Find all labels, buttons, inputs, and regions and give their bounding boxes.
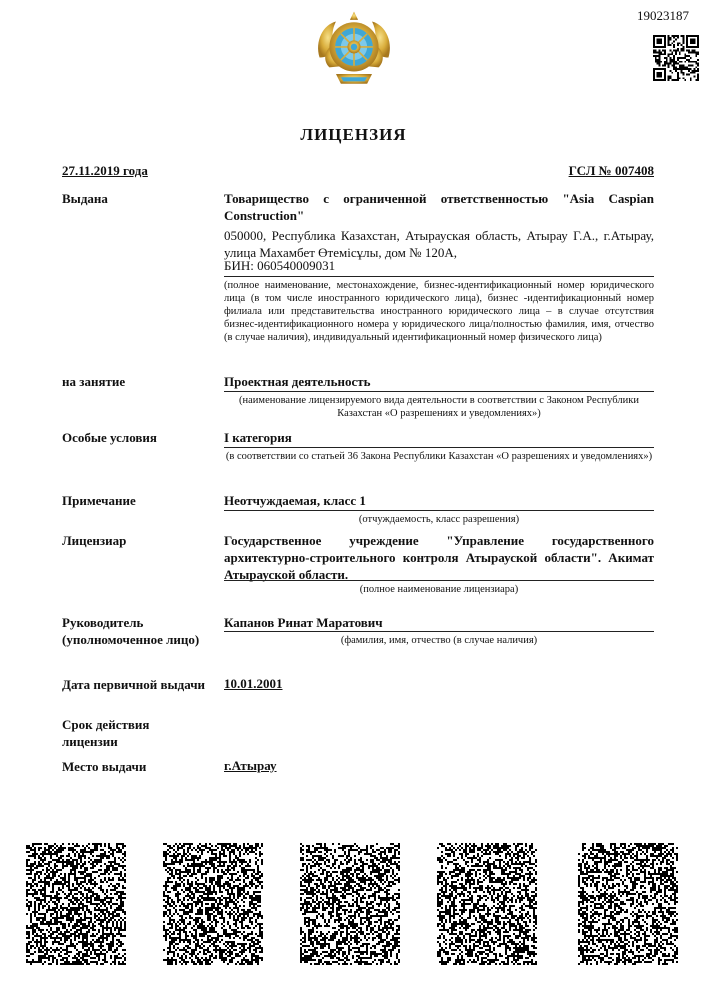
issue-date: 27.11.2019 года	[62, 163, 148, 178]
validity-label-line1: Срок действия	[62, 717, 150, 732]
activity-caption: (наименование лицензируемого вида деятельности в соответствии с Законом Республики Казахстан «О разрешениях и уведомлениях»)	[224, 391, 654, 420]
activity-label: на занятие	[62, 374, 126, 389]
first-issue-value: 10.01.2001	[224, 676, 283, 691]
barcode-icon	[163, 843, 263, 965]
activity-value: Проектная деятельность	[224, 374, 371, 389]
head-value: Капанов Ринат Маратович	[224, 615, 383, 630]
barcode-icon	[26, 843, 126, 965]
head-label-line2: (уполномоченное лицо)	[62, 632, 200, 647]
document-title: ЛИЦЕНЗИЯ	[300, 125, 407, 144]
note-label: Примечание	[62, 493, 136, 508]
document-number: 19023187	[637, 8, 689, 23]
conditions-label: Особые условия	[62, 430, 157, 445]
conditions-caption: (в соответствии со статьей 36 Закона Республики Казахстан «О разрешениях и уведомлениях»)	[224, 447, 654, 463]
licensor-value: Государственное учреждение "Управление государственного архитектурно-строительного контроля Атырауской области". Акимат Атырауской области.	[224, 533, 654, 582]
licensee-bin: БИН: 060540009031	[224, 258, 336, 273]
head-label	[62, 614, 199, 648]
issued-to-caption: (полное наименование, местонахождение, бизнес-идентификационный номер юридического лица (в том числе иностранного юридического лица), бизнес -идентификационный номер филиала или представительства иностранного юридического лица – в случае отсутствия бизнес-идентификационного номера у юридического лица/полностью фамилия, имя, отчество (в случае наличия), индивидуальный идентификационный номер физического лица)	[224, 276, 654, 344]
conditions-value: I категория	[224, 430, 292, 445]
head-label-line1: Руководитель	[62, 615, 144, 630]
note-caption: (отчуждаемость, класс разрешения)	[224, 510, 654, 526]
validity-label	[62, 716, 149, 750]
place-value: г.Атырау	[224, 758, 277, 773]
licensor-caption: (полное наименование лицензиара)	[224, 580, 654, 596]
licensee-name: Товарищество с ограниченной ответственностью "Asia Caspian Construction"	[224, 191, 654, 223]
barcode-icon	[578, 843, 678, 965]
barcode-icon	[437, 843, 537, 965]
state-emblem-icon	[313, 10, 395, 92]
note-value: Неотчуждаемая, класс 1	[224, 493, 366, 508]
license-number: ГСЛ № 007408	[568, 163, 654, 178]
validity-label-line2: лицензии	[62, 734, 118, 749]
head-caption: (фамилия, имя, отчество (в случае наличия)	[224, 631, 654, 647]
barcode-icon	[300, 843, 400, 965]
first-issue-label: Дата первичной выдачи	[62, 677, 206, 692]
licensor-label: Лицензиар	[62, 533, 127, 548]
place-label: Место выдачи	[62, 759, 147, 774]
issued-to-label: Выдана	[62, 191, 108, 206]
licensee-address: 050000, Республика Казахстан, Атырауская область, Атырау Г.А., г.Атырау, улица Махамбет Өтемісұлы, дом № 120А,	[224, 228, 654, 260]
qr-code-icon	[653, 35, 699, 81]
